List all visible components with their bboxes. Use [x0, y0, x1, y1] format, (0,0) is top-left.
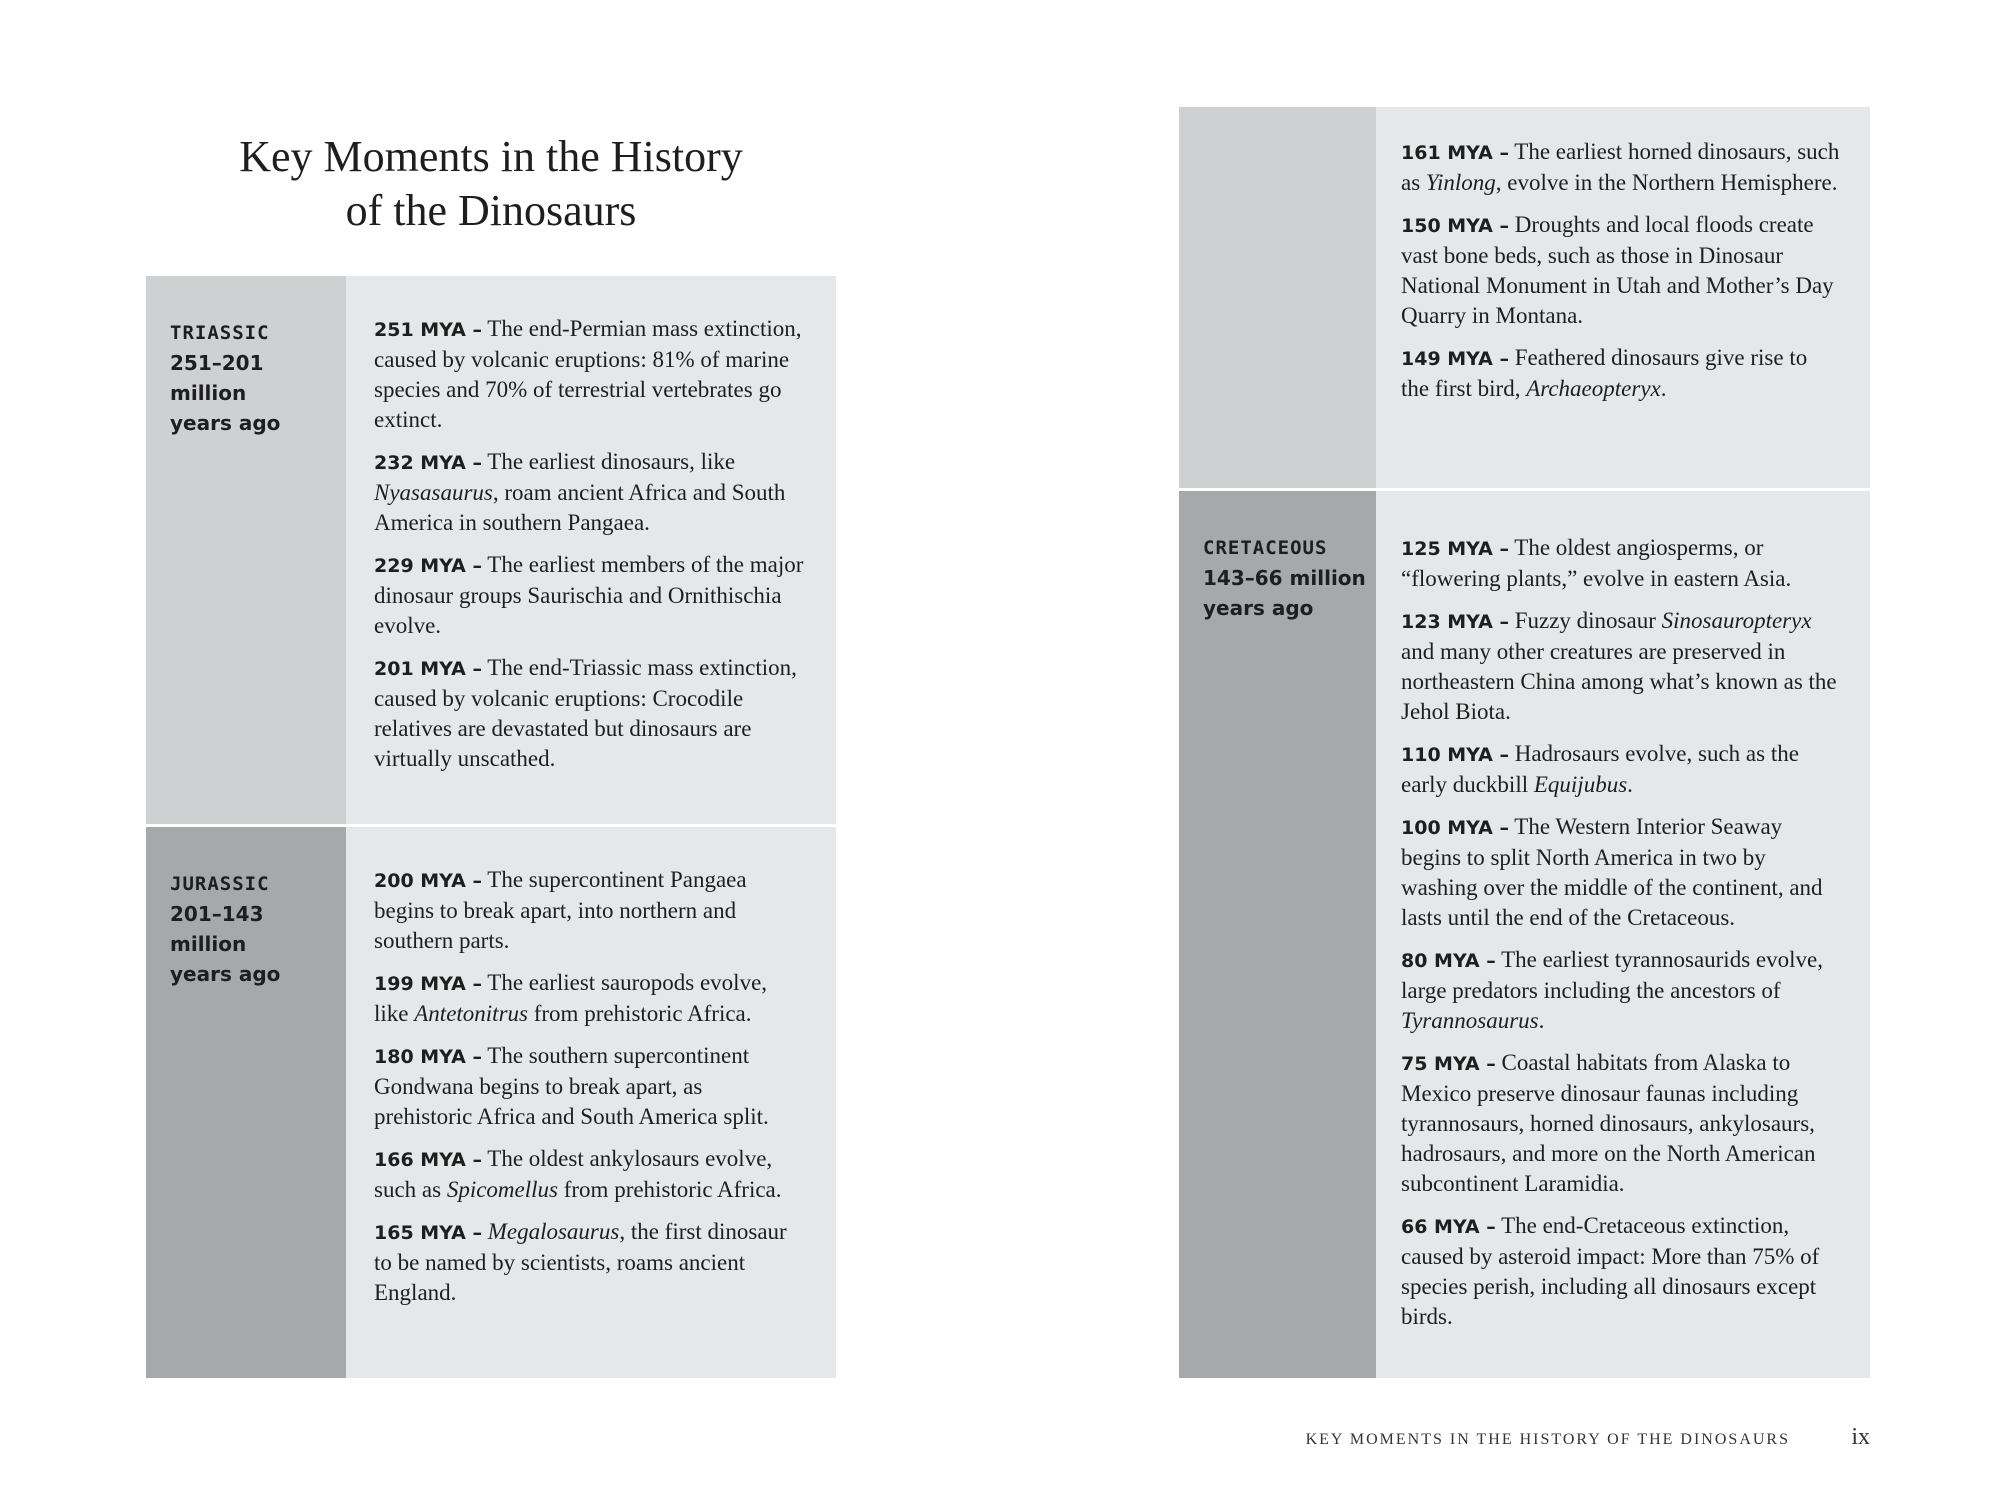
event-text: The oldest angiosperms, or “flowering plants,” evolve in eastern Asia. [1401, 535, 1792, 591]
timeline-table-right [1179, 107, 1870, 1378]
event-item [374, 1217, 806, 1308]
event-date: 80 MYA – [1401, 950, 1496, 972]
event-text: The earliest dinosaurs, like [481, 449, 736, 474]
event-item [374, 653, 806, 774]
period-name: CRETACEOUS [1203, 537, 1328, 559]
page-title-line2: of the Dinosaurs [345, 186, 637, 235]
event-text: and many other creatures are preserved in northeastern China among what’s known as the Jehol Biota. [1401, 639, 1837, 724]
event-item [1401, 812, 1840, 933]
event-text: The oldest ankylosaurs evolve, such as [374, 1146, 773, 1202]
event-item [1401, 1048, 1840, 1199]
event-text: The Western Interior Seaway begins to split North America in two by washing over the middle of the continent, and lasts until the end of the Cretaceous. [1401, 814, 1823, 930]
event-date: 201 MYA – [374, 658, 482, 680]
period-name: TRIASSIC [170, 322, 270, 344]
event-date: 110 MYA – [1401, 744, 1509, 766]
event-text: . [1627, 772, 1633, 797]
taxon-name: Antetonitrus [414, 1001, 528, 1026]
taxon-name: Megalosaurus [487, 1219, 620, 1244]
event-date: 180 MYA – [374, 1046, 482, 1068]
event-text: The supercontinent Pangaea begins to break apart, into northern and southern parts. [374, 867, 747, 953]
taxon-name: Archaeopteryx [1526, 376, 1661, 401]
event-text: . [1660, 376, 1667, 401]
event-text: , roam ancient Africa and South America in southern Pangaea. [374, 480, 786, 535]
taxon-name: Nyasasaurus [374, 480, 493, 505]
event-date: 149 MYA – [1401, 348, 1509, 370]
taxon-name: Sinosauropteryx [1661, 608, 1812, 633]
event-text: The end-Permian mass extinction, caused by volcanic eruptions: 81% of marine species and 70% of terrestrial vertebrates go extinct. [374, 316, 802, 432]
event-date: 200 MYA – [374, 870, 482, 892]
event-text: Fuzzy dinosaur [1508, 608, 1662, 633]
event-text: Droughts and local floods create vast bone beds, such as those in Dinosaur National Monument in Utah and Mother’s Day Quarry in Montana. [1401, 212, 1834, 328]
event-list [346, 276, 836, 824]
event-text: The end-Cretaceous extinction, caused by asteroid impact: More than 75% of species perish, including all dinosaurs except birds. [1401, 1213, 1820, 1329]
page-title [146, 130, 836, 238]
event-date: 251 MYA – [374, 319, 482, 341]
period-sidebar [146, 276, 346, 824]
event-text: The end-Triassic mass extinction, caused by volcanic eruptions: Crocodile relatives are devastated but dinosaurs are virtually unscathed. [374, 655, 797, 771]
event-text: . [1538, 1008, 1545, 1033]
event-date: 123 MYA – [1401, 611, 1509, 633]
event-item [374, 1041, 806, 1132]
period-range-line2: years ago [170, 411, 281, 435]
event-date: 125 MYA – [1401, 538, 1509, 560]
period-range-line1: 251–201 million [170, 351, 264, 405]
taxon-name: Yinlong [1425, 170, 1496, 195]
period-range-line2: years ago [170, 962, 281, 986]
period-jurassic-continued [1179, 107, 1870, 488]
taxon-name: Spicomellus [446, 1177, 558, 1202]
event-date: 150 MYA – [1401, 215, 1509, 237]
period-sidebar [1179, 107, 1376, 488]
event-date: 199 MYA – [374, 973, 482, 995]
event-text: from prehistoric Africa. [527, 1001, 752, 1026]
event-text: , the first dinosaur to be named by scientists, roams ancient England. [374, 1219, 787, 1305]
event-item [1401, 739, 1840, 800]
period-sidebar [1179, 491, 1376, 1378]
period-name: JURASSIC [170, 873, 270, 895]
page-number: ix [1851, 1424, 1870, 1450]
event-list [1376, 491, 1870, 1378]
event-item [1401, 137, 1840, 198]
period-sidebar [146, 827, 346, 1378]
event-date: 165 MYA – [374, 1222, 482, 1244]
event-text: from prehistoric Africa. [557, 1177, 782, 1202]
event-text: The earliest members of the major dinosaur groups Saurischia and Ornithischia evolve. [374, 552, 804, 638]
event-text: The southern supercontinent Gondwana begins to break apart, as prehistoric Africa and South America split. [374, 1043, 769, 1129]
event-item [374, 968, 806, 1029]
event-item [374, 314, 806, 435]
event-text: The earliest sauropods evolve, like [374, 970, 768, 1026]
period-cretaceous [1179, 488, 1870, 1378]
taxon-name: Equijubus [1533, 772, 1628, 797]
event-item [1401, 945, 1840, 1036]
timeline-table-left [146, 276, 836, 1378]
event-item [374, 447, 806, 538]
event-date: 66 MYA – [1401, 1216, 1496, 1238]
period-range-line1: 143–66 million [1203, 566, 1366, 590]
event-date: 232 MYA – [374, 452, 482, 474]
event-item [1401, 606, 1840, 727]
running-head: KEY MOMENTS IN THE HISTORY OF THE DINOSAURS [1305, 1431, 1790, 1448]
event-date: 166 MYA – [374, 1149, 482, 1171]
event-text: Coastal habitats from Alaska to Mexico preserve dinosaur faunas including tyrannosaurs, horned dinosaurs, ankylosaurs, hadrosaurs, and more on the North American subcontinent Laramidia. [1401, 1050, 1816, 1196]
event-text: The earliest horned dinosaurs, such as [1401, 139, 1840, 195]
event-item [1401, 343, 1840, 404]
period-range-line1: 201–143 million [170, 902, 264, 956]
period-range-line2: years ago [1203, 596, 1314, 620]
event-text: , evolve in the Northern Hemisphere. [1495, 170, 1838, 195]
event-date: 100 MYA – [1401, 817, 1509, 839]
event-date: 75 MYA – [1401, 1053, 1496, 1075]
taxon-name: Tyrannosaurus [1401, 1008, 1539, 1033]
event-text: Hadrosaurs evolve, such as the early duckbill [1401, 741, 1799, 797]
event-item [374, 865, 806, 956]
event-item [374, 1144, 806, 1205]
event-item [1401, 1211, 1840, 1332]
period-jurassic [146, 824, 836, 1378]
event-text: The earliest tyrannosaurids evolve, large predators including the ancestors of [1401, 947, 1823, 1003]
period-triassic [146, 276, 836, 824]
event-item [374, 550, 806, 641]
event-date: 161 MYA – [1401, 142, 1509, 164]
event-item [1401, 533, 1840, 594]
event-item [1401, 210, 1840, 331]
page-title-line1: Key Moments in the History [239, 132, 743, 181]
event-list [1376, 107, 1870, 488]
event-date: 229 MYA – [374, 555, 482, 577]
event-text: Feathered dinosaurs give rise to the first bird, [1401, 345, 1808, 401]
event-list [346, 827, 836, 1378]
